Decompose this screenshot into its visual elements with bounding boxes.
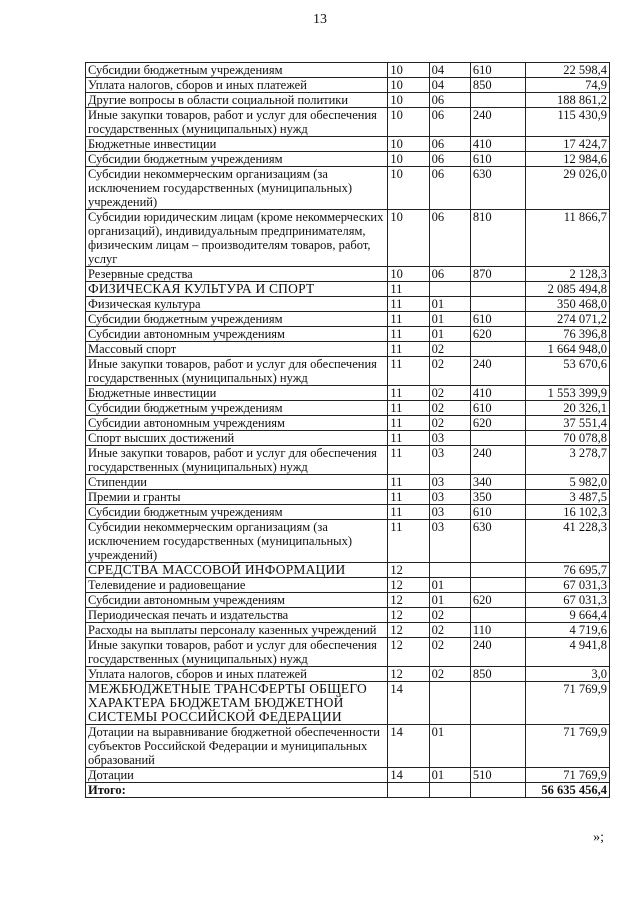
row-expense-type-cell: 870 bbox=[470, 267, 525, 282]
row-expense-type-cell: 240 bbox=[470, 108, 525, 137]
row-amount-cell: 5 982,0 bbox=[525, 475, 609, 490]
row-amount-cell: 20 326,1 bbox=[525, 401, 609, 416]
row-subsection-code-cell: 02 bbox=[429, 667, 470, 682]
closing-quote-mark: »; bbox=[593, 830, 604, 845]
row-section-code-cell: 12 bbox=[388, 563, 429, 578]
row-subsection-code-cell: 06 bbox=[429, 152, 470, 167]
row-section-code-cell: 11 bbox=[388, 282, 429, 297]
row-subsection-code-cell: 03 bbox=[429, 505, 470, 520]
row-amount-cell: 1 664 948,0 bbox=[525, 342, 609, 357]
row-expense-type-cell bbox=[470, 783, 525, 798]
row-name-cell: Уплата налогов, сборов и иных платежей bbox=[86, 78, 388, 93]
row-amount-cell: 67 031,3 bbox=[525, 578, 609, 593]
row-name-cell: Периодическая печать и издательства bbox=[86, 608, 388, 623]
row-expense-type-cell bbox=[470, 282, 525, 297]
row-amount-cell: 71 769,9 bbox=[525, 768, 609, 783]
row-amount-cell: 3,0 bbox=[525, 667, 609, 682]
row-section-code-cell: 10 bbox=[388, 108, 429, 137]
row-name-cell: Иные закупки товаров, работ и услуг для обеспечения государственных (муниципальных) нужд bbox=[86, 446, 388, 475]
table-row bbox=[86, 342, 610, 357]
row-amount-cell: 4 719,6 bbox=[525, 623, 609, 638]
row-expense-type-cell: 620 bbox=[470, 327, 525, 342]
table-row bbox=[86, 475, 610, 490]
section-row bbox=[86, 282, 610, 297]
row-name-cell: МЕЖБЮДЖЕТНЫЕ ТРАНСФЕРТЫ ОБЩЕГО ХАРАКТЕРА БЮДЖЕТАМ БЮДЖЕТНОЙ СИСТЕМЫ РОССИЙСКОЙ ФЕДЕРАЦИИ bbox=[86, 682, 388, 725]
row-name-cell: Бюджетные инвестиции bbox=[86, 386, 388, 401]
row-subsection-code-cell: 02 bbox=[429, 638, 470, 667]
row-expense-type-cell bbox=[470, 563, 525, 578]
row-section-code-cell: 10 bbox=[388, 63, 429, 78]
row-name-cell: Резервные средства bbox=[86, 267, 388, 282]
row-expense-type-cell: 630 bbox=[470, 167, 525, 210]
row-expense-type-cell: 610 bbox=[470, 505, 525, 520]
row-name-cell: СРЕДСТВА МАССОВОЙ ИНФОРМАЦИИ bbox=[86, 563, 388, 578]
row-expense-type-cell: 850 bbox=[470, 78, 525, 93]
row-amount-cell: 115 430,9 bbox=[525, 108, 609, 137]
row-amount-cell: 37 551,4 bbox=[525, 416, 609, 431]
row-name-cell: Стипендии bbox=[86, 475, 388, 490]
table-row bbox=[86, 505, 610, 520]
table-row bbox=[86, 520, 610, 563]
row-expense-type-cell bbox=[470, 431, 525, 446]
row-section-code-cell: 12 bbox=[388, 593, 429, 608]
row-subsection-code-cell: 01 bbox=[429, 578, 470, 593]
table-row bbox=[86, 667, 610, 682]
row-subsection-code-cell: 04 bbox=[429, 63, 470, 78]
row-subsection-code-cell: 02 bbox=[429, 342, 470, 357]
table-row bbox=[86, 108, 610, 137]
row-section-code-cell: 11 bbox=[388, 342, 429, 357]
row-subsection-code-cell: 03 bbox=[429, 520, 470, 563]
table-row bbox=[86, 638, 610, 667]
row-amount-cell: 188 861,2 bbox=[525, 93, 609, 108]
row-section-code-cell: 12 bbox=[388, 667, 429, 682]
row-amount-cell: 29 026,0 bbox=[525, 167, 609, 210]
table-row bbox=[86, 446, 610, 475]
row-name-cell: Субсидии юридическим лицам (кроме некоммерческих организаций), индивидуальным предпринимателям, физическим лицам – производителям товаров, работ, услуг bbox=[86, 210, 388, 267]
table-row bbox=[86, 490, 610, 505]
row-section-code-cell: 11 bbox=[388, 520, 429, 563]
row-subsection-code-cell: 06 bbox=[429, 210, 470, 267]
row-section-code-cell: 11 bbox=[388, 401, 429, 416]
row-section-code-cell: 10 bbox=[388, 210, 429, 267]
row-amount-cell: 12 984,6 bbox=[525, 152, 609, 167]
row-section-code-cell: 14 bbox=[388, 682, 429, 725]
row-expense-type-cell: 610 bbox=[470, 63, 525, 78]
row-expense-type-cell: 850 bbox=[470, 667, 525, 682]
row-section-code-cell: 11 bbox=[388, 357, 429, 386]
row-name-cell: Дотации на выравнивание бюджетной обеспеченности субъектов Российской Федерации и муниципальных образований bbox=[86, 725, 388, 768]
row-expense-type-cell: 410 bbox=[470, 386, 525, 401]
row-section-code-cell: 11 bbox=[388, 327, 429, 342]
table-row bbox=[86, 386, 610, 401]
row-expense-type-cell: 240 bbox=[470, 638, 525, 667]
row-amount-cell: 71 769,9 bbox=[525, 682, 609, 725]
table-row bbox=[86, 578, 610, 593]
row-amount-cell: 67 031,3 bbox=[525, 593, 609, 608]
row-name-cell: Премии и гранты bbox=[86, 490, 388, 505]
row-section-code-cell: 12 bbox=[388, 638, 429, 667]
row-expense-type-cell bbox=[470, 682, 525, 725]
row-section-code-cell: 11 bbox=[388, 297, 429, 312]
budget-table bbox=[85, 62, 610, 798]
row-expense-type-cell: 620 bbox=[470, 416, 525, 431]
row-amount-cell: 3 487,5 bbox=[525, 490, 609, 505]
row-amount-cell: 274 071,2 bbox=[525, 312, 609, 327]
row-expense-type-cell: 340 bbox=[470, 475, 525, 490]
budget-table-body bbox=[86, 63, 610, 798]
row-amount-cell: 9 664,4 bbox=[525, 608, 609, 623]
row-subsection-code-cell: 01 bbox=[429, 725, 470, 768]
row-section-code-cell: 14 bbox=[388, 725, 429, 768]
row-name-cell: Итого: bbox=[86, 783, 388, 798]
row-subsection-code-cell: 03 bbox=[429, 490, 470, 505]
row-section-code-cell: 14 bbox=[388, 768, 429, 783]
row-expense-type-cell: 810 bbox=[470, 210, 525, 267]
row-amount-cell: 71 769,9 bbox=[525, 725, 609, 768]
row-name-cell: Уплата налогов, сборов и иных платежей bbox=[86, 667, 388, 682]
row-section-code-cell bbox=[388, 783, 429, 798]
row-subsection-code-cell: 02 bbox=[429, 608, 470, 623]
row-amount-cell: 4 941,8 bbox=[525, 638, 609, 667]
row-name-cell: Телевидение и радиовещание bbox=[86, 578, 388, 593]
table-row bbox=[86, 63, 610, 78]
table-row bbox=[86, 608, 610, 623]
row-subsection-code-cell bbox=[429, 563, 470, 578]
table-row bbox=[86, 137, 610, 152]
table-row bbox=[86, 357, 610, 386]
row-name-cell: Расходы на выплаты персоналу казенных учреждений bbox=[86, 623, 388, 638]
table-row bbox=[86, 93, 610, 108]
row-subsection-code-cell bbox=[429, 682, 470, 725]
row-subsection-code-cell: 02 bbox=[429, 401, 470, 416]
row-name-cell: Субсидии некоммерческим организациям (за исключением государственных (муниципальных) учреждений) bbox=[86, 167, 388, 210]
row-amount-cell: 74,9 bbox=[525, 78, 609, 93]
row-subsection-code-cell: 06 bbox=[429, 137, 470, 152]
row-amount-cell: 76 396,8 bbox=[525, 327, 609, 342]
row-subsection-code-cell: 02 bbox=[429, 623, 470, 638]
row-expense-type-cell bbox=[470, 93, 525, 108]
table-row bbox=[86, 623, 610, 638]
row-subsection-code-cell: 02 bbox=[429, 357, 470, 386]
row-section-code-cell: 11 bbox=[388, 490, 429, 505]
row-amount-cell: 11 866,7 bbox=[525, 210, 609, 267]
table-row bbox=[86, 768, 610, 783]
row-amount-cell: 56 635 456,4 bbox=[525, 783, 609, 798]
row-subsection-code-cell: 03 bbox=[429, 475, 470, 490]
section-row bbox=[86, 563, 610, 578]
table-row bbox=[86, 593, 610, 608]
table-row bbox=[86, 152, 610, 167]
row-subsection-code-cell: 01 bbox=[429, 768, 470, 783]
row-subsection-code-cell bbox=[429, 783, 470, 798]
table-row bbox=[86, 167, 610, 210]
row-expense-type-cell: 610 bbox=[470, 152, 525, 167]
row-name-cell: Иные закупки товаров, работ и услуг для обеспечения государственных (муниципальных) нужд bbox=[86, 638, 388, 667]
row-expense-type-cell bbox=[470, 342, 525, 357]
row-expense-type-cell: 240 bbox=[470, 446, 525, 475]
row-amount-cell: 1 553 399,9 bbox=[525, 386, 609, 401]
row-subsection-code-cell: 02 bbox=[429, 386, 470, 401]
row-expense-type-cell: 410 bbox=[470, 137, 525, 152]
row-subsection-code-cell: 01 bbox=[429, 327, 470, 342]
row-amount-cell: 41 228,3 bbox=[525, 520, 609, 563]
row-section-code-cell: 10 bbox=[388, 93, 429, 108]
table-row bbox=[86, 78, 610, 93]
table-row bbox=[86, 297, 610, 312]
row-section-code-cell: 12 bbox=[388, 608, 429, 623]
row-expense-type-cell: 620 bbox=[470, 593, 525, 608]
row-section-code-cell: 11 bbox=[388, 431, 429, 446]
row-name-cell: Бюджетные инвестиции bbox=[86, 137, 388, 152]
row-subsection-code-cell: 03 bbox=[429, 446, 470, 475]
row-subsection-code-cell: 06 bbox=[429, 167, 470, 210]
table-row bbox=[86, 416, 610, 431]
table-row bbox=[86, 431, 610, 446]
row-expense-type-cell: 350 bbox=[470, 490, 525, 505]
row-expense-type-cell: 610 bbox=[470, 312, 525, 327]
row-name-cell: Субсидии бюджетным учреждениям bbox=[86, 152, 388, 167]
row-subsection-code-cell: 06 bbox=[429, 267, 470, 282]
row-name-cell: Физическая культура bbox=[86, 297, 388, 312]
row-name-cell: Иные закупки товаров, работ и услуг для обеспечения государственных (муниципальных) нужд bbox=[86, 357, 388, 386]
table-row bbox=[86, 725, 610, 768]
row-amount-cell: 350 468,0 bbox=[525, 297, 609, 312]
row-section-code-cell: 12 bbox=[388, 623, 429, 638]
row-name-cell: Субсидии бюджетным учреждениям bbox=[86, 401, 388, 416]
row-name-cell: ФИЗИЧЕСКАЯ КУЛЬТУРА И СПОРТ bbox=[86, 282, 388, 297]
row-section-code-cell: 10 bbox=[388, 167, 429, 210]
row-expense-type-cell: 110 bbox=[470, 623, 525, 638]
row-amount-cell: 53 670,6 bbox=[525, 357, 609, 386]
row-expense-type-cell: 510 bbox=[470, 768, 525, 783]
row-name-cell: Массовый спорт bbox=[86, 342, 388, 357]
row-subsection-code-cell: 01 bbox=[429, 297, 470, 312]
row-section-code-cell: 12 bbox=[388, 578, 429, 593]
row-subsection-code-cell: 06 bbox=[429, 108, 470, 137]
table-row bbox=[86, 267, 610, 282]
row-section-code-cell: 10 bbox=[388, 152, 429, 167]
row-expense-type-cell: 630 bbox=[470, 520, 525, 563]
table-row bbox=[86, 210, 610, 267]
row-section-code-cell: 10 bbox=[388, 267, 429, 282]
row-expense-type-cell bbox=[470, 608, 525, 623]
table-row bbox=[86, 327, 610, 342]
row-name-cell: Субсидии бюджетным учреждениям bbox=[86, 312, 388, 327]
row-section-code-cell: 11 bbox=[388, 505, 429, 520]
row-subsection-code-cell: 02 bbox=[429, 416, 470, 431]
section-row bbox=[86, 682, 610, 725]
row-subsection-code-cell: 04 bbox=[429, 78, 470, 93]
row-name-cell: Субсидии автономным учреждениям bbox=[86, 593, 388, 608]
row-expense-type-cell bbox=[470, 725, 525, 768]
row-section-code-cell: 11 bbox=[388, 475, 429, 490]
row-section-code-cell: 11 bbox=[388, 312, 429, 327]
row-section-code-cell: 11 bbox=[388, 446, 429, 475]
row-section-code-cell: 10 bbox=[388, 78, 429, 93]
row-name-cell: Дотации bbox=[86, 768, 388, 783]
row-amount-cell: 2 128,3 bbox=[525, 267, 609, 282]
table-row bbox=[86, 401, 610, 416]
row-expense-type-cell: 610 bbox=[470, 401, 525, 416]
row-amount-cell: 16 102,3 bbox=[525, 505, 609, 520]
row-amount-cell: 3 278,7 bbox=[525, 446, 609, 475]
row-subsection-code-cell: 01 bbox=[429, 593, 470, 608]
row-name-cell: Субсидии бюджетным учреждениям bbox=[86, 505, 388, 520]
row-subsection-code-cell: 06 bbox=[429, 93, 470, 108]
row-expense-type-cell bbox=[470, 297, 525, 312]
row-name-cell: Спорт высших достижений bbox=[86, 431, 388, 446]
row-subsection-code-cell bbox=[429, 282, 470, 297]
row-amount-cell: 17 424,7 bbox=[525, 137, 609, 152]
row-name-cell: Субсидии автономным учреждениям bbox=[86, 416, 388, 431]
row-name-cell: Субсидии автономным учреждениям bbox=[86, 327, 388, 342]
row-name-cell: Иные закупки товаров, работ и услуг для обеспечения государственных (муниципальных) нужд bbox=[86, 108, 388, 137]
row-name-cell: Субсидии бюджетным учреждениям bbox=[86, 63, 388, 78]
row-subsection-code-cell: 01 bbox=[429, 312, 470, 327]
total-row bbox=[86, 783, 610, 798]
row-subsection-code-cell: 03 bbox=[429, 431, 470, 446]
row-amount-cell: 2 085 494,8 bbox=[525, 282, 609, 297]
row-section-code-cell: 11 bbox=[388, 386, 429, 401]
row-expense-type-cell bbox=[470, 578, 525, 593]
page-number: 13 bbox=[313, 12, 327, 27]
row-amount-cell: 70 078,8 bbox=[525, 431, 609, 446]
table-row bbox=[86, 312, 610, 327]
row-section-code-cell: 11 bbox=[388, 416, 429, 431]
row-amount-cell: 76 695,7 bbox=[525, 563, 609, 578]
row-expense-type-cell: 240 bbox=[470, 357, 525, 386]
row-section-code-cell: 10 bbox=[388, 137, 429, 152]
row-name-cell: Субсидии некоммерческим организациям (за исключением государственных (муниципальных) учреждений) bbox=[86, 520, 388, 563]
row-name-cell: Другие вопросы в области социальной политики bbox=[86, 93, 388, 108]
row-amount-cell: 22 598,4 bbox=[525, 63, 609, 78]
